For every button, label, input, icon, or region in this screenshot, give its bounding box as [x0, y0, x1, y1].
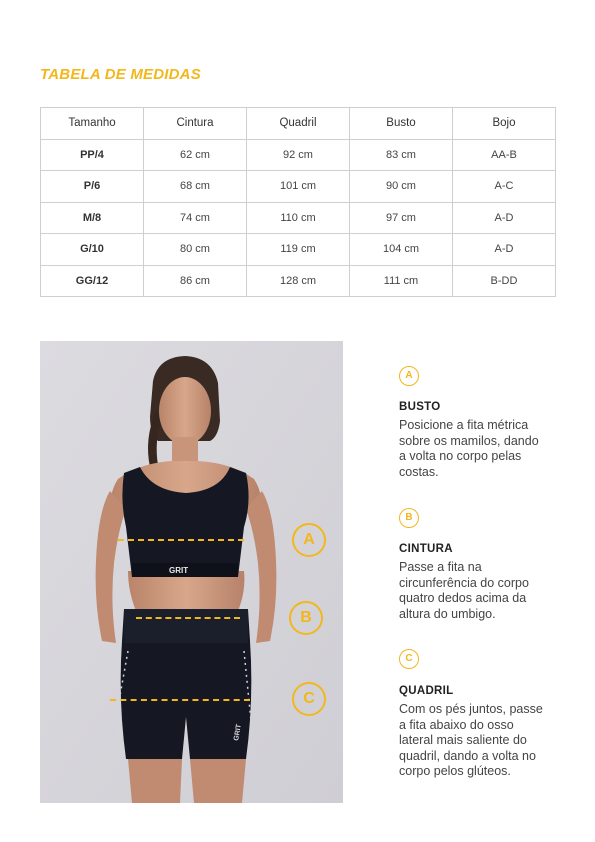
model-illustration [40, 341, 343, 803]
waist-title: CINTURA [399, 543, 453, 555]
table-header-row [41, 108, 556, 140]
size-cell: G/10 [41, 234, 144, 266]
bust-cell: 97 cm [350, 202, 453, 234]
bust-badge: A [399, 366, 419, 386]
bust-description: Posicione a fita métrica sobre os mamilos, dando a volta no corpo pelas costas. [399, 418, 539, 479]
cup-cell: B-DD [453, 265, 556, 297]
waist-cell: 74 cm [144, 202, 247, 234]
hip-cell: 110 cm [247, 202, 350, 234]
hip-title: QUADRIL [399, 685, 454, 697]
waist-cell: 80 cm [144, 234, 247, 266]
waist-cell: 62 cm [144, 139, 247, 171]
bust-cell: 83 cm [350, 139, 453, 171]
shorts-logo-text: GRIT [233, 723, 243, 742]
column-header-size: Tamanho [41, 108, 144, 140]
table-row [41, 234, 556, 266]
waist-badge: B [399, 508, 419, 528]
table-row [41, 139, 556, 171]
size-table [40, 107, 556, 297]
size-cell: PP/4 [41, 139, 144, 171]
cup-cell: AA-B [453, 139, 556, 171]
hip-cell: 119 cm [247, 234, 350, 266]
bust-marker: A [292, 523, 326, 557]
table-row [41, 265, 556, 297]
bra-logo-text: GRIT [169, 566, 189, 575]
waist-description: Passe a fita na circunferência do corpo quatro dedos acima da altura do umbigo. [399, 560, 529, 621]
hip-description: Com os pés juntos, passe a fita abaixo do osso lateral mais saliente do quadril, dando a volta no corpo pelos glúteos. [399, 702, 543, 778]
page-title: TABELA DE MEDIDAS [40, 66, 201, 83]
column-header-cup: Bojo [453, 108, 556, 140]
size-cell: GG/12 [41, 265, 144, 297]
hip-marker: C [292, 682, 326, 716]
column-header-waist: Cintura [144, 108, 247, 140]
cup-cell: A-D [453, 202, 556, 234]
cup-cell: A-D [453, 234, 556, 266]
table-row [41, 202, 556, 234]
bust-cell: 104 cm [350, 234, 453, 266]
waist-measure-line [136, 617, 240, 619]
waist-cell: 68 cm [144, 171, 247, 203]
table-row [41, 171, 556, 203]
bust-cell: 90 cm [350, 171, 453, 203]
model-photo [40, 341, 343, 803]
size-cell: P/6 [41, 171, 144, 203]
hip-cell: 101 cm [247, 171, 350, 203]
waist-marker: B [289, 601, 323, 635]
hip-badge: C [399, 649, 419, 669]
bust-title: BUSTO [399, 401, 441, 413]
cup-cell: A-C [453, 171, 556, 203]
hip-measure-line [110, 699, 250, 701]
bust-cell: 111 cm [350, 265, 453, 297]
hip-cell: 128 cm [247, 265, 350, 297]
waist-cell: 86 cm [144, 265, 247, 297]
bust-measure-line [118, 539, 244, 541]
size-cell: M/8 [41, 202, 144, 234]
column-header-bust: Busto [350, 108, 453, 140]
hip-cell: 92 cm [247, 139, 350, 171]
column-header-hip: Quadril [247, 108, 350, 140]
